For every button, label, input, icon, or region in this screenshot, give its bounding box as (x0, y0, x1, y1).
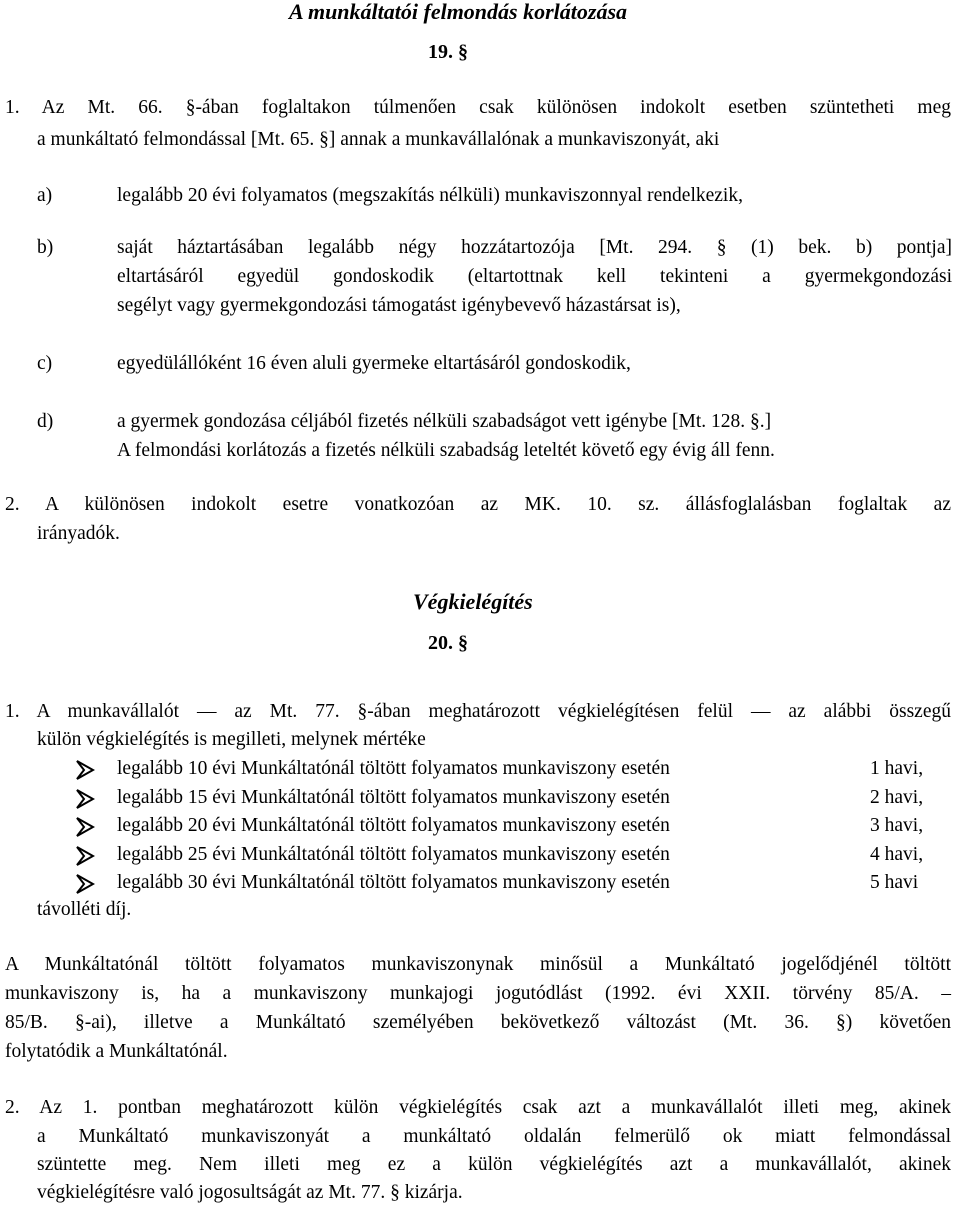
list-item: saját háztartásában legalább négy hozzátartozója [Mt. 294. § (1) bek. b) pontja] (117, 237, 952, 258)
list-label: d) (37, 411, 54, 432)
bullet-text: legalább 25 évi Munkáltatónál töltött folyamatos munkaviszony esetén (117, 844, 670, 865)
arrow-bullet-icon (75, 845, 95, 873)
paragraph-line: külön végkielégítés is megilleti, melynek mértéke (37, 729, 426, 750)
bullet-tail: távolléti díj. (37, 899, 132, 920)
paragraph-line: 1. Az Mt. 66. §-ában foglaltakon túlmenően csak különösen indokolt esetben szüntetheti meg (5, 97, 951, 118)
list-item: eltartásáról egyedül gondoskodik (eltartottnak kell tekinteni a gyermekgondozási (117, 266, 952, 287)
section-title: Végkielégítés (413, 589, 533, 614)
paragraph-line: 2. A különösen indokolt esetre vonatkozóan az MK. 10. sz. állásfoglalásban foglaltak az (5, 494, 951, 515)
arrow-bullet-icon (75, 788, 95, 816)
list-label: c) (37, 353, 53, 374)
paragraph-line: a Munkáltató munkaviszonyát a munkáltató oldalán felmerülő ok miatt felmondással (37, 1126, 951, 1147)
bullet-text: legalább 15 évi Munkáltatónál töltött folyamatos munkaviszony esetén (117, 787, 670, 808)
list-item: egyedülállóként 16 éven aluli gyermeke eltartásáról gondoskodik, (117, 353, 631, 374)
paragraph-line: a munkáltató felmondással [Mt. 65. §] annak a munkavállalónak a munkaviszonyát, aki (37, 129, 720, 150)
paragraph-line: munkaviszony is, ha a munkaviszony munkajogi jogutódlást (1992. évi XXII. törvény 85/A. – (5, 983, 951, 1004)
arrow-bullet-icon (75, 816, 95, 844)
bullet-value: 3 havi, (870, 815, 924, 836)
bullet-text: legalább 30 évi Munkáltatónál töltött folyamatos munkaviszony esetén (117, 872, 670, 893)
list-item: a gyermek gondozása céljából fizetés nélküli szabadságot vett igénybe [Mt. 128. §.] (117, 411, 772, 432)
bullet-value: 4 havi, (870, 844, 924, 865)
paragraph-line: A Munkáltatónál töltött folyamatos munkaviszonynak minősül a Munkáltató jogelődjénél töltött (5, 954, 951, 975)
section-title: A munkáltatói felmondás korlátozása (289, 0, 628, 24)
arrow-bullet-icon (75, 759, 95, 787)
paragraph-line: 85/B. §-ai), illetve a Munkáltató személyében bekövetkező változást (Mt. 36. §) követően (5, 1012, 951, 1033)
list-item: segélyt vagy gyermekgondozási támogatást igénybevevő házastársat is), (117, 295, 681, 316)
arrow-bullet-icon (75, 873, 95, 901)
bullet-value: 2 havi, (870, 787, 924, 808)
list-label: b) (37, 237, 54, 258)
paragraph-line: folytatódik a Munkáltatónál. (5, 1041, 228, 1062)
list-label: a) (37, 185, 53, 206)
paragraph-line: irányadók. (37, 523, 120, 544)
paragraph-line: 1. A munkavállalót — az Mt. 77. §-ában meghatározott végkielégítésen felül — az alábbi összegű (5, 701, 951, 722)
bullet-text: legalább 10 évi Munkáltatónál töltött folyamatos munkaviszony esetén (117, 758, 670, 779)
section-number: 19. § (428, 41, 468, 63)
paragraph-line: 2. Az 1. pontban meghatározott külön végkielégítés csak azt a munkavállalót illeti meg, akinek (5, 1097, 951, 1118)
bullet-value: 5 havi (870, 872, 919, 893)
bullet-value: 1 havi, (870, 758, 924, 779)
section-number: 20. § (428, 632, 468, 654)
bullet-text: legalább 20 évi Munkáltatónál töltött folyamatos munkaviszony esetén (117, 815, 670, 836)
list-item: legalább 20 évi folyamatos (megszakítás nélküli) munkaviszonnyal rendelkezik, (117, 185, 743, 206)
list-item: A felmondási korlátozás a fizetés nélküli szabadság leteltét követő egy évig áll fenn. (117, 440, 775, 461)
paragraph-line: szüntette meg. Nem illeti meg ez a külön végkielégítés azt a munkavállalót, akinek (37, 1154, 951, 1175)
paragraph-line: végkielégítésre való jogosultságát az Mt. 77. § kizárja. (37, 1182, 463, 1203)
